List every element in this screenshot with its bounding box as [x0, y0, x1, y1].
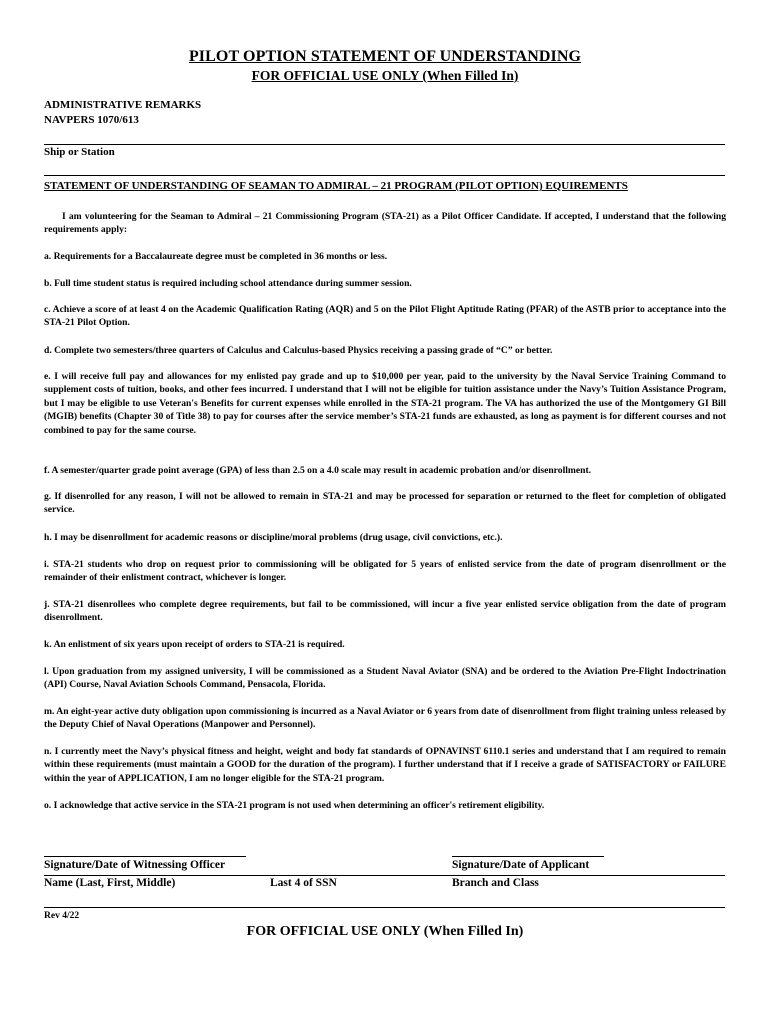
requirement-h: h. I may be disenrollment for academic reasons or discipline/moral problems (drug usage, civil convictions, etc.). [44, 532, 503, 543]
requirement-a: a. Requirements for a Baccalaureate degree must be completed in 36 months or less. [44, 251, 388, 262]
applicant-signature-label: Signature/Date of Applicant [452, 859, 590, 871]
requirement-n: n. I currently meet the Navy’s physical fitness and height, weight and body fat standards of OPNAVINST 6110.1 series and understand that I am required to remain within these requirements (must maintain a GOOD for the duration of the program). I further understand that if I receive a grade of SATISFACTORY or FAILURE within the year of APPLICATION, I am no longer eligible for the STA-21 program. [44, 746, 726, 784]
ship-or-station-label: Ship or Station [44, 146, 115, 158]
admin-remarks-label: ADMINISTRATIVE REMARKS [44, 99, 202, 111]
footer-notice: FOR OFFICIAL USE ONLY (When Filled In) [246, 924, 524, 939]
requirement-d: d. Complete two semesters/three quarters of Calculus and Calculus-based Physics receiving a passing grade of “C” or better. [44, 345, 553, 356]
requirement-c: c. Achieve a score of at least 4 on the Academic Qualification Rating (AQR) and 5 on the Pilot Flight Aptitude Rating (PFAR) of the ASTB prior to acceptance into the STA-21 Pilot Option. [44, 304, 726, 329]
divider-bottom [44, 907, 725, 908]
ssn-label: Last 4 of SSN [270, 877, 337, 889]
form-title: PILOT OPTION STATEMENT OF UNDERSTANDING [188, 48, 582, 65]
witness-signature-label: Signature/Date of Witnessing Officer [44, 859, 226, 871]
applicant-signature-line[interactable] [452, 856, 604, 857]
requirement-i: i. STA-21 students who drop on request prior to commissioning will be obligated for 5 years of enlisted service from the date of program disenrollment or the remainder of their enlistment contract, whichever is longer. [44, 559, 726, 584]
intro-paragraph: I am volunteering for the Seaman to Admiral – 21 Commissioning Program (STA-21) as a Pilot Officer Candidate. If accepted, I understand that the following requirements apply: [44, 211, 726, 236]
form-subtitle: FOR OFFICIAL USE ONLY (When Filled In) [251, 68, 519, 83]
navpers-number: NAVPERS 1070/613 [44, 114, 139, 126]
requirement-k: k. An enlistment of six years upon receipt of orders to STA-21 is required. [44, 639, 345, 650]
witness-signature-line[interactable] [44, 856, 246, 857]
requirement-j: j. STA-21 disenrollees who complete degree requirements, but fail to be commissioned, will incur a five year enlisted service obligation from the date of program disenrollment. [44, 599, 726, 624]
requirement-g: g. If disenrolled for any reason, I will not be allowed to remain in STA-21 and may be processed for separation or returned to the fleet for completion of obligated service. [44, 491, 726, 516]
administrative-remarks [44, 98, 201, 128]
requirement-e: e. I will receive full pay and allowances for my enlisted pay grade and up to $10,000 per year, paid to the university by the Naval Service Training Command to supplement costs of tuition, books, and other fees incurred. I understand that I will not be eligible for tuition assistance under the Navy’s Tuition Assistance Program, but I may be eligible to use Veteran's Benefits for current expenses while enrolled in the STA-21 program. The VA has authorized the use of the Montgomery GI Bill (MGIB) benefits (Chapter 30 of Title 38) to pay for courses after the service member’s STA-21 funds are exhausted, as long as payment is for different courses and not combined to pay for the same course. [44, 371, 726, 436]
revision-label: Rev 4/22 [44, 911, 80, 921]
requirement-o: o. I acknowledge that active service in the STA-21 program is not used when determining an officer's retirement eligibility. [44, 800, 545, 811]
name-label: Name (Last, First, Middle) [44, 877, 176, 889]
requirement-b: b. Full time student status is required including school attendance during summer session. [44, 278, 412, 289]
divider-top [44, 144, 725, 145]
requirement-m: m. An eight-year active duty obligation upon commissioning is incurred as a Naval Aviator or 6 years from date of disenrollment from flight training unless released by the Deputy Chief of Naval Operations (Manpower and Personnel). [44, 706, 726, 731]
name-field-line[interactable] [44, 875, 725, 876]
requirement-f: f. A semester/quarter grade point average (GPA) of less than 2.5 on a 4.0 scale may result in academic probation and/or disenrollment. [44, 465, 592, 476]
branch-class-label: Branch and Class [452, 877, 539, 889]
ship-or-station-line[interactable] [44, 175, 725, 176]
requirement-l: l. Upon graduation from my assigned university, I will be commissioned as a Student Naval Aviator (SNA) and be ordered to the Aviation Pre-Flight Indoctrination (API) Course, Naval Aviation Schools Command, Pensacola, Florida. [44, 666, 726, 691]
statement-heading: STATEMENT OF UNDERSTANDING OF SEAMAN TO ADMIRAL – 21 PROGRAM (PILOT OPTION) EQUIREMENTS [44, 180, 628, 192]
